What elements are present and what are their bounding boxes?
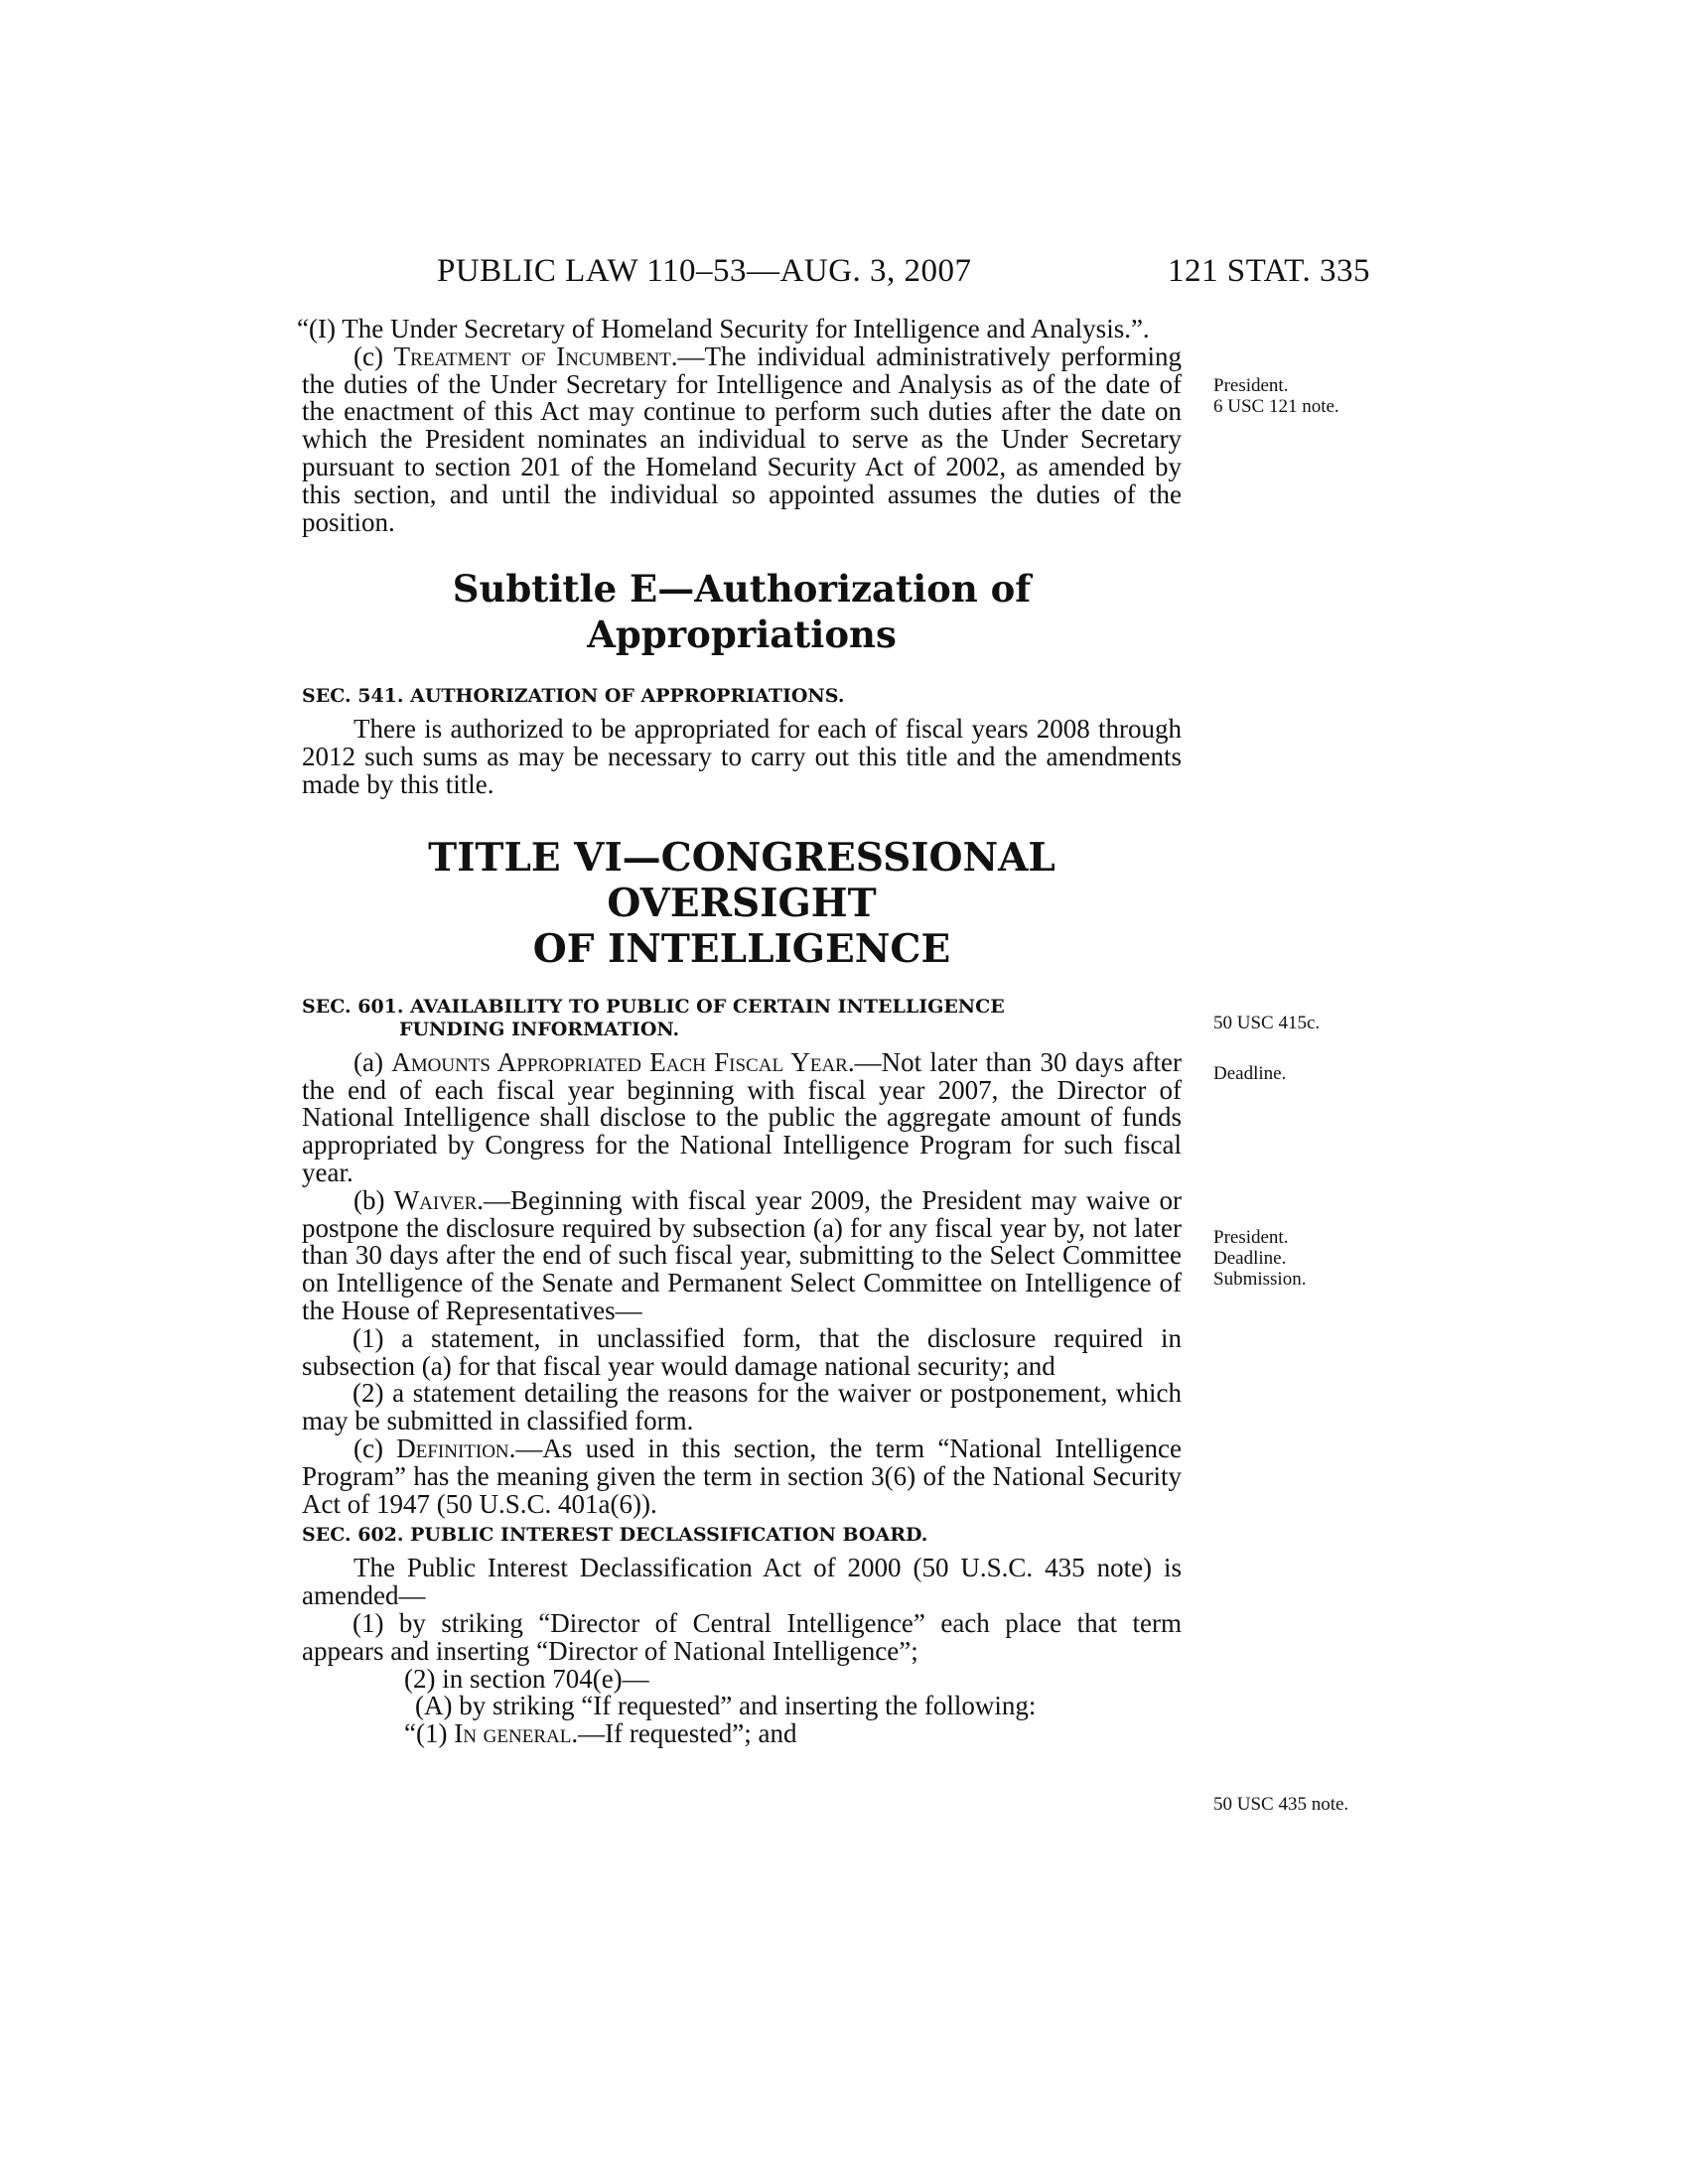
subsection-601-b bbox=[302, 1184, 1183, 1325]
paragraph-602-1: (1) by striking “Director of Central Intelligence” each place that term appears and inserting “Director of National Intelligence”; bbox=[302, 1607, 1182, 1666]
subsection-text: .—The individual administratively performing the duties of the Under Secretary for Intelligence and Analysis as of the date of the enactment of this Act may continue to perform such duties after the date on which the President nominates an individual to serve as the Under Secretary pursuant to section 201 of the Homeland Security Act of 2002, as amended by this section, and until the individual so appointed assumes the duties of the position. bbox=[302, 341, 1183, 537]
subsection-text: .—Not later than 30 days after the end of each fiscal year beginning with fiscal year 2007, the Director of National Intelligence shall disclose to the public the aggregate amount of funds appropriated by Congress for the National Intelligence Program for such fiscal year. bbox=[302, 1046, 1182, 1187]
paragraph-602-2: (2) in section 704(e)— bbox=[404, 1663, 649, 1694]
title-line-1: TITLE VI—CONGRESSIONAL OVERSIGHT bbox=[428, 834, 1055, 926]
quoted-clause-I: “(I) The Under Secretary of Homeland Security for Intelligence and Analysis.”. bbox=[297, 314, 1150, 343]
margin-note-deadline bbox=[1213, 1063, 1286, 1084]
subsection-text: .—As used in this section, the term “National Intelligence Program” has the meaning given the term in section 3(6) of the National Security Act of 1947 (50 U.S.C. 401a(6)). bbox=[302, 1433, 1182, 1519]
margin-note-line: 50 USC 435 note. bbox=[1213, 1794, 1349, 1815]
margin-note-line: 6 USC 121 note. bbox=[1213, 396, 1339, 417]
section-602-heading: SEC. 602. PUBLIC INTEREST DECLASSIFICATION BOARD. bbox=[302, 1524, 928, 1547]
margin-note-50-usc-435 bbox=[1213, 1794, 1348, 1815]
section-541-text: There is authorized to be appropriated for each of fiscal years 2008 through 2012 such sums as may be necessary to carry out this title and the amendments made by this title. bbox=[302, 714, 1182, 799]
subparagraph-602-2-A: (A) by striking “If requested” and inserting the following: bbox=[415, 1691, 1037, 1721]
title-heading bbox=[302, 835, 1182, 972]
margin-note-president-deadline-submission bbox=[1213, 1227, 1306, 1290]
paragraph-601-b-1: (1) a statement, in unclassified form, that the disclosure required in subsection (a) for that fiscal year would damage national security; and bbox=[302, 1322, 1182, 1381]
section-601-heading-line-1: SEC. 601. AVAILABILITY TO PUBLIC OF CERTAIN INTELLIGENCE bbox=[302, 995, 1005, 1018]
subsection-601-c bbox=[302, 1435, 1182, 1518]
subtitle-heading bbox=[302, 566, 1182, 657]
quoted-text: .—If requested”; and bbox=[571, 1718, 797, 1749]
margin-note-50-usc-415c bbox=[1213, 1013, 1320, 1033]
subtitle-line-2: Appropriations bbox=[587, 613, 897, 657]
margin-note-line: Deadline. bbox=[1213, 1248, 1287, 1269]
subsection-lead: (c) bbox=[353, 1433, 397, 1463]
page-stat-number: 121 STAT. 335 bbox=[1168, 253, 1371, 289]
margin-note-line: Submission. bbox=[1213, 1269, 1307, 1290]
main-text-column bbox=[297, 314, 1183, 1749]
margin-note-line: 50 USC 415c. bbox=[1213, 1013, 1321, 1033]
subsection-caption: Definition bbox=[396, 1433, 509, 1463]
margin-note-president-usc bbox=[1213, 375, 1339, 417]
margin-note-line: Deadline. bbox=[1213, 1063, 1287, 1084]
subsection-c-treatment bbox=[302, 343, 1182, 537]
paragraph-601-b-2: (2) a statement detailing the reasons for the waiver or postponement, which may be submitted in classified form. bbox=[302, 1378, 1182, 1436]
subsection-caption: Waiver bbox=[393, 1184, 478, 1215]
subsection-601-a bbox=[302, 1046, 1182, 1187]
section-602-text: The Public Interest Declassification Act of 2000 (50 U.S.C. 435 note) is amended— bbox=[302, 1553, 1182, 1611]
subsection-caption: Amounts Appropriated Each Fiscal Year bbox=[391, 1046, 848, 1077]
section-541-heading: SEC. 541. AUTHORIZATION OF APPROPRIATIONS. bbox=[302, 685, 845, 708]
section-601-heading-line-2: FUNDING INFORMATION. bbox=[399, 1018, 680, 1040]
subsection-lead: (c) bbox=[353, 341, 394, 371]
subsection-lead: (b) bbox=[353, 1184, 394, 1215]
quoted-paragraph-general bbox=[302, 1720, 1182, 1748]
running-head-title: PUBLIC LAW 110–53—AUG. 3, 2007 bbox=[437, 253, 972, 289]
margin-note-line: President. bbox=[1213, 375, 1289, 396]
subtitle-line-1: Subtitle E—Authorization of bbox=[452, 567, 1032, 612]
section-601-heading bbox=[302, 996, 1182, 1041]
subsection-caption: Treatment of Incumbent bbox=[393, 341, 671, 371]
quoted-lead: “(1) bbox=[404, 1718, 455, 1749]
subsection-lead: (a) bbox=[353, 1046, 392, 1077]
title-line-2: OF INTELLIGENCE bbox=[532, 925, 951, 972]
subsection-text: .—Beginning with fiscal year 2009, the President may waive or postpone the disclosure required by subsection (a) for any fiscal year by, not later than 30 days after the end of such fiscal year, submitting to the Select Committee on Intelligence of the Senate and Permanent Select Committee on Intelligence of the House of Representatives— bbox=[302, 1184, 1183, 1325]
quoted-caption: In general bbox=[454, 1718, 572, 1749]
margin-note-line: President. bbox=[1213, 1227, 1289, 1248]
